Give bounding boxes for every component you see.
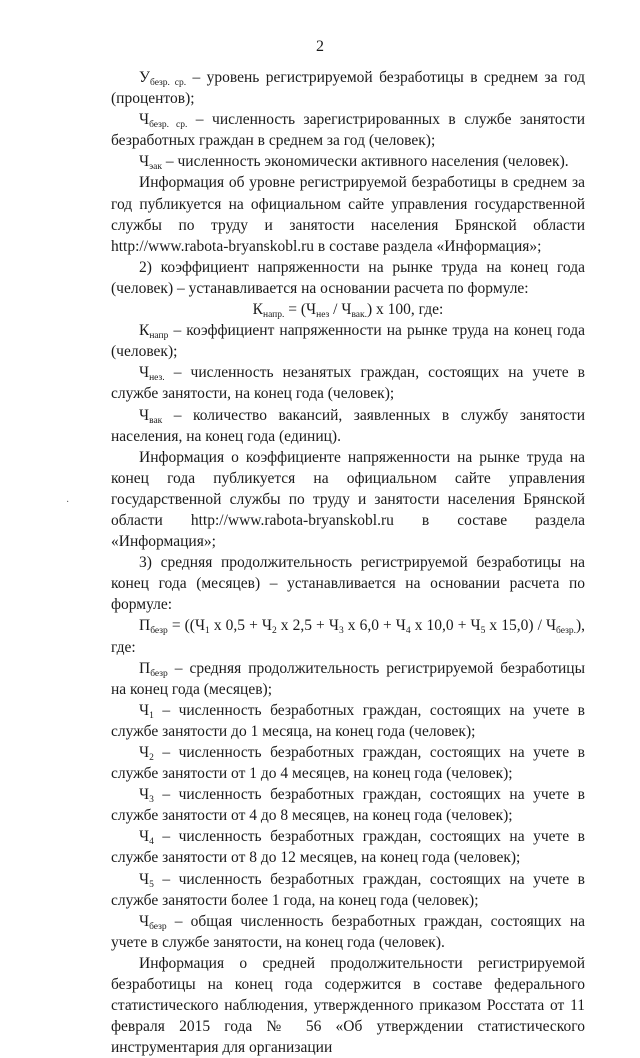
formula-line: [111, 299, 585, 320]
text-run: К: [139, 322, 150, 340]
text-run: – общая численность безработных граждан, состоящих на учете в службе занятости, на конец года (человек).: [111, 912, 585, 951]
text-run: – численность зарегистрированных в службе занятости безработных граждан в среднем за год (человек);: [111, 111, 586, 150]
text-run: У: [139, 69, 150, 86]
subscript: безр: [150, 626, 168, 637]
text-run: Ч: [139, 153, 150, 171]
text-run: х 10,0 + Ч: [410, 617, 481, 635]
text-run: – численность безработных граждан, состоящих на учете в службе занятости более 1 года, на конец года (человек);: [111, 870, 585, 909]
text-run: – численность безработных граждан, состоящих на учете в службе занятости от 4 до 8 месяцев, на конец года (человек);: [111, 786, 585, 825]
text-run: х 6,0 + Ч: [343, 617, 406, 635]
subscript: напр.: [263, 310, 285, 321]
text-run: Ч: [139, 912, 150, 930]
paragraph: [111, 405, 585, 447]
text-run: 2) коэффициент напряженности на рынке труда на конец года (человек) – устанавливается на основании расчета по формуле:: [111, 258, 585, 297]
paragraph: [111, 742, 585, 784]
paragraph: [111, 826, 585, 868]
paragraph: [111, 362, 585, 404]
text-run: – численность безработных граждан, состоящих на учете в службе занятости до 1 месяца, на конец года (человек);: [111, 701, 585, 740]
text-run: – коэффициент напряженности на рынке труда на конец года (человек);: [111, 322, 585, 361]
subscript: 5: [149, 879, 154, 890]
subscript: безр: [149, 921, 167, 932]
page-number: 2: [316, 38, 324, 55]
paragraph: [111, 151, 585, 172]
subscript: 4: [405, 626, 411, 637]
text-run: х 2,5 + Ч: [276, 617, 339, 635]
subscript: эак: [149, 162, 162, 173]
subscript: 1: [205, 626, 210, 637]
text-run: Ч: [139, 786, 150, 804]
subscript: 4: [149, 837, 154, 848]
text-run: Ч: [139, 870, 150, 888]
text-run: П: [139, 617, 151, 635]
subscript: безр. ср.: [149, 120, 188, 131]
text-run: Информация о средней продолжительности регистрируемой безработицы на конец года содержится в составе федерального статистического наблюдения, утвержденного приказом Росстата от 11 февраля 2015 года № 56 «Об утверждении статистического инструментария для организации: [111, 954, 585, 1057]
text-run: – численность незанятых граждан, состоящих на учете в службе занятости, на конец года (человек);: [111, 364, 585, 403]
paragraph: [111, 615, 585, 657]
text-run: – численность экономически активного населения (человек).: [162, 153, 569, 171]
paragraph: [111, 257, 585, 299]
paragraph: [111, 911, 585, 953]
text-run: ) х 100, где:: [367, 301, 444, 319]
text-run: Ч: [139, 828, 150, 846]
paragraph: [111, 784, 585, 826]
text-run: Ч: [139, 111, 150, 129]
paragraph: [111, 109, 585, 151]
text-run: – средняя продолжительность регистрируемой безработицы на конец года (месяцев);: [111, 659, 585, 698]
subscript: вак: [149, 415, 163, 426]
text-run: Информация об уровне регистрируемой безработицы в среднем за год публикуется на официальном сайте управления государственной службы по труду и занятости населения Брянской области http://www.rabota-bryanskobl.ru в составе раздела «Информация»;: [111, 174, 585, 255]
subscript: 3: [149, 795, 154, 806]
text-run: Ч: [139, 744, 150, 761]
text-run: = ((Ч: [167, 617, 206, 635]
text-run: К: [252, 301, 263, 319]
paragraph: [111, 172, 585, 256]
subscript: вак.: [351, 310, 368, 321]
text-run: ), где:: [111, 617, 585, 656]
text-run: Ч: [139, 701, 150, 719]
paragraph: [111, 700, 585, 742]
text-run: 3) средняя продолжительность регистрируемой безработицы на конец года (месяцев) – устанавливается на основании расчета по формуле:: [111, 554, 585, 614]
subscript: 3: [338, 626, 344, 637]
margin-mark: ·: [66, 497, 70, 508]
paragraph: [111, 869, 585, 911]
text-run: – уровень регистрируемой безработицы в среднем за год (процентов);: [111, 69, 585, 108]
subscript: 1: [149, 710, 154, 721]
paragraph: [111, 658, 585, 700]
text-run: – численность безработных граждан, состоящих на учете в службе занятости от 8 до 12 месяцев, на конец года (человек);: [111, 828, 585, 867]
text-run: х 15,0) / Ч: [485, 617, 557, 635]
text-run: Информация о коэффициенте напряженности на рынке труда на конец года публикуется на официальном сайте управления государственной службы по труду и занятости населения Брянской области http://www.rabota-bryanskobl.ru в составе раздела «Информация»;: [111, 448, 585, 551]
text-run: Ч: [139, 364, 150, 382]
text-run: / Ч: [329, 301, 352, 319]
subscript: 2: [149, 753, 154, 763]
text-run: х 0,5 + Ч: [209, 617, 272, 635]
subscript: безр: [150, 668, 168, 679]
text-run: – количество вакансий, заявленных в службу занятости населения, на конец года (единиц).: [111, 406, 585, 445]
subscript: нез.: [149, 373, 165, 384]
subscript: напр: [149, 331, 169, 342]
subscript: 5: [480, 626, 486, 637]
document-body: [111, 67, 585, 1058]
text-run: – численность безработных граждан, состоящих на учете в службе занятости от 1 до 4 месяцев, на конец года (человек);: [111, 744, 585, 783]
subscript: 2: [271, 626, 277, 637]
subscript: безр. ср.: [149, 78, 187, 88]
subscript: нез: [316, 310, 330, 321]
paragraph: [111, 320, 585, 362]
paragraph: [111, 552, 585, 615]
subscript: безр.: [556, 626, 576, 637]
paragraph: [111, 67, 585, 109]
text-run: П: [139, 659, 151, 677]
paragraph: [111, 447, 585, 552]
text-run: = (Ч: [284, 301, 317, 319]
text-run: Ч: [139, 406, 150, 424]
paragraph: [111, 953, 585, 1058]
